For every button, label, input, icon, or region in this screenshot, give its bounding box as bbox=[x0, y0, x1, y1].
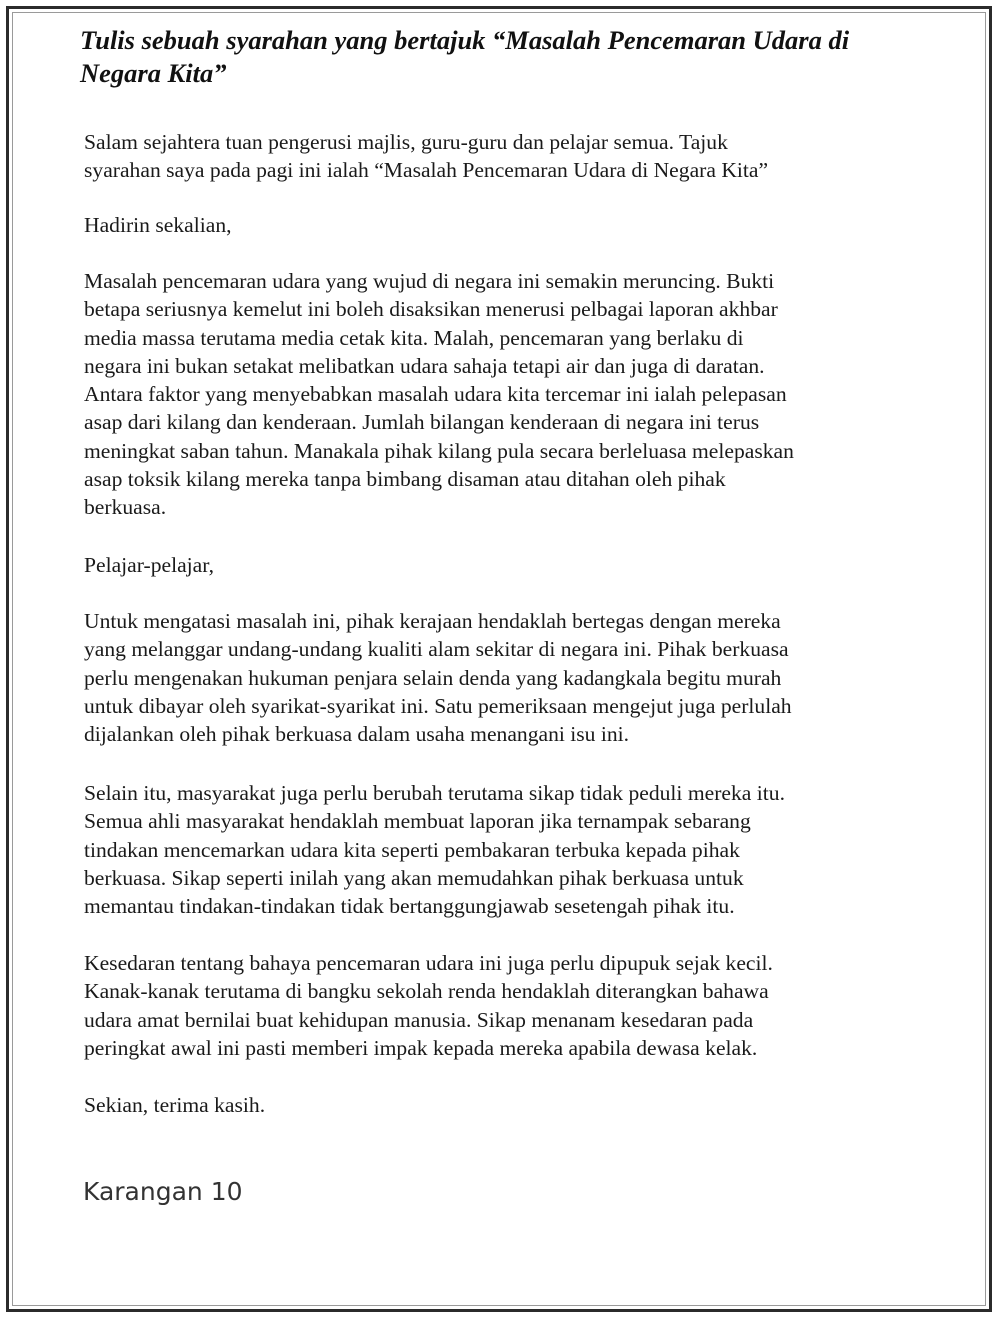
text-line: Selain itu, masyarakat juga perlu berubah terutama sikap tidak peduli mereka itu. bbox=[84, 781, 785, 805]
text-line: negara ini bukan setakat melibatkan udara sahaja tetapi air dan juga di daratan. bbox=[84, 353, 765, 378]
text-line: berkuasa. bbox=[84, 495, 167, 520]
text-line: media massa terutama media cetak kita. Malah, pencemaran yang berlaku di bbox=[84, 325, 744, 350]
intro-paragraph bbox=[84, 128, 914, 185]
closing-line bbox=[84, 1091, 914, 1119]
paragraph-society bbox=[84, 779, 914, 920]
paragraph-problem bbox=[84, 267, 914, 522]
text-line: Pelajar-pelajar, bbox=[84, 553, 214, 577]
text-line: dijalankan oleh pihak berkuasa dalam usaha menangani isu ini. bbox=[84, 722, 630, 747]
title-line: Negara Kita” bbox=[80, 58, 227, 88]
text-line: udara amat bernilai buat kehidupan manusia. Sikap menanam kesedaran pada bbox=[84, 1007, 754, 1032]
text-line: perlu mengenakan hukuman penjara selain denda yang kadangkala begitu murah bbox=[84, 665, 782, 690]
text-line: Untuk mengatasi masalah ini, pihak kerajaan hendaklah bertegas dengan mereka bbox=[84, 609, 781, 633]
text-line: memantau tindakan-tindakan tidak bertanggungjawab sesetengah pihak itu. bbox=[84, 894, 735, 919]
text-line: Kesedaran tentang bahaya pencemaran udara ini juga perlu dipupuk sejak kecil. bbox=[84, 951, 773, 975]
text-line: Antara faktor yang menyebabkan masalah udara kita tercemar ini ialah pelepasan bbox=[84, 382, 787, 407]
text-line: asap toksik kilang mereka tanpa bimbang disaman atau ditahan oleh pihak bbox=[84, 467, 726, 492]
text-line: Semua ahli masyarakat hendaklah membuat laporan jika ternampak sebarang bbox=[84, 809, 751, 834]
text-line: Hadirin sekalian, bbox=[84, 213, 232, 237]
text-line: yang melanggar undang-undang kualiti alam sekitar di negara ini. Pihak berkuasa bbox=[84, 637, 789, 662]
text-line: berkuasa. Sikap seperti inilah yang akan memudahkan pihak berkuasa untuk bbox=[84, 865, 744, 890]
essay-label: Karangan 10 bbox=[83, 1177, 243, 1206]
text-line: betapa seriusnya kemelut ini boleh disaksikan menerusi pelbagai laporan akhbar bbox=[84, 297, 778, 322]
text-line: Sekian, terima kasih. bbox=[84, 1093, 266, 1117]
text-line: Masalah pencemaran udara yang wujud di negara ini semakin meruncing. Bukti bbox=[84, 269, 775, 293]
text-line: meningkat saban tahun. Manakala pihak kilang pula secara berleluasa melepaskan bbox=[84, 438, 794, 463]
text-line: Salam sejahtera tuan pengerusi majlis, guru-guru dan pelajar semua. Tajuk bbox=[84, 130, 728, 154]
title-line: Tulis sebuah syarahan yang bertajuk “Masalah Pencemaran Udara di bbox=[80, 25, 850, 55]
text-line: asap dari kilang dan kenderaan. Jumlah bilangan kenderaan di negara ini terus bbox=[84, 410, 760, 435]
greeting-students bbox=[84, 551, 914, 579]
text-line: tindakan mencemarkan udara kita seperti pembakaran terbuka kepada pihak bbox=[84, 837, 740, 862]
text-line: untuk dibayar oleh syarikat-syarikat ini. Satu pemeriksaan mengejut juga perlulah bbox=[84, 693, 792, 718]
paragraph-awareness bbox=[84, 949, 914, 1062]
text-line: syarahan saya pada pagi ini ialah “Masalah Pencemaran Udara di Negara Kita” bbox=[84, 158, 769, 183]
paragraph-government bbox=[84, 607, 914, 748]
essay-title bbox=[80, 24, 940, 90]
text-line: Kanak-kanak terutama di bangku sekolah renda hendaklah diterangkan bahawa bbox=[84, 979, 769, 1004]
greeting-audience bbox=[84, 211, 914, 239]
text-line: peringkat awal ini pasti memberi impak kepada mereka apabila dewasa kelak. bbox=[84, 1035, 758, 1060]
